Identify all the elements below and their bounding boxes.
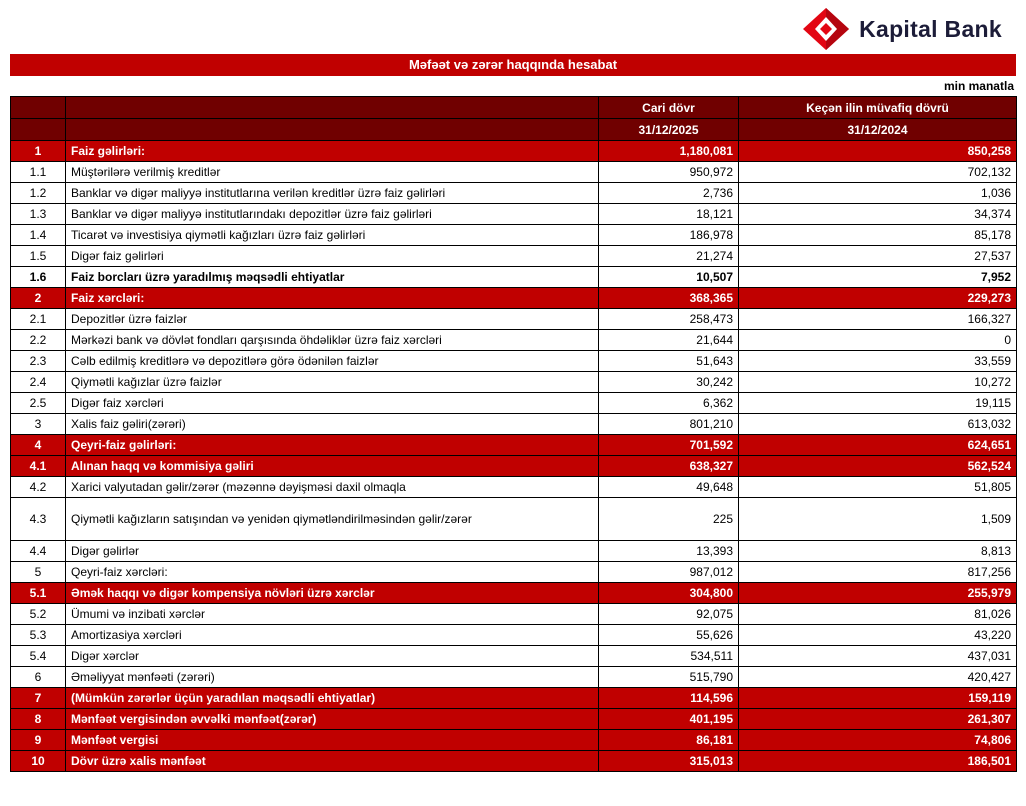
row-label-cell: Xarici valyutadan gəlir/zərər (məzənnə dəyişməsi daxil olmaqla [66, 477, 599, 498]
row-previous-value-cell: 27,537 [739, 246, 1017, 267]
row-previous-value-cell: 562,524 [739, 456, 1017, 477]
row-number-cell: 9 [11, 730, 66, 751]
row-label-cell: Depozitlər üzrə faizlər [66, 309, 599, 330]
row-previous-value-cell: 159,119 [739, 688, 1017, 709]
row-current-value-cell: 1,180,081 [599, 141, 739, 162]
row-previous-value-cell: 166,327 [739, 309, 1017, 330]
row-label-cell: Digər xərclər [66, 646, 599, 667]
row-label-cell: Digər faiz xərcləri [66, 393, 599, 414]
table-row [11, 498, 1017, 541]
row-current-value-cell: 6,362 [599, 393, 739, 414]
row-previous-value-cell: 702,132 [739, 162, 1017, 183]
row-previous-value-cell: 229,273 [739, 288, 1017, 309]
row-number-cell: 10 [11, 751, 66, 772]
row-current-value-cell: 401,195 [599, 709, 739, 730]
table-row [11, 330, 1017, 351]
table-row [11, 309, 1017, 330]
table-row [11, 541, 1017, 562]
table-row [11, 372, 1017, 393]
row-number-cell: 2 [11, 288, 66, 309]
row-number-cell: 4 [11, 435, 66, 456]
row-current-value-cell: 10,507 [599, 267, 739, 288]
row-label-cell: Qeyri-faiz gəlirləri: [66, 435, 599, 456]
row-number-cell: 2.3 [11, 351, 66, 372]
row-current-value-cell: 515,790 [599, 667, 739, 688]
row-current-value-cell: 315,013 [599, 751, 739, 772]
table-row [11, 225, 1017, 246]
row-previous-value-cell: 613,032 [739, 414, 1017, 435]
table-header-row-date [11, 119, 1017, 141]
row-number-cell: 1.4 [11, 225, 66, 246]
row-number-cell: 4.3 [11, 498, 66, 541]
row-label-cell: Cəlb edilmiş kreditlərə və depozitlərə görə ödənilən faizlər [66, 351, 599, 372]
row-current-value-cell: 258,473 [599, 309, 739, 330]
row-label-cell: Müştərilərə verilmiş kreditlər [66, 162, 599, 183]
row-previous-value-cell: 850,258 [739, 141, 1017, 162]
row-label-cell: Xalis faiz gəliri(zərəri) [66, 414, 599, 435]
row-number-cell: 5.1 [11, 583, 66, 604]
table-row [11, 604, 1017, 625]
row-current-value-cell: 638,327 [599, 456, 739, 477]
row-label-cell: Mənfəət vergisindən əvvəlki mənfəət(zərər) [66, 709, 599, 730]
row-current-value-cell: 92,075 [599, 604, 739, 625]
row-previous-value-cell: 43,220 [739, 625, 1017, 646]
row-previous-value-cell: 624,651 [739, 435, 1017, 456]
row-previous-value-cell: 74,806 [739, 730, 1017, 751]
row-current-value-cell: 21,644 [599, 330, 739, 351]
table-row [11, 667, 1017, 688]
table-row [11, 435, 1017, 456]
row-previous-value-cell: 1,509 [739, 498, 1017, 541]
row-current-value-cell: 13,393 [599, 541, 739, 562]
row-number-cell: 4.1 [11, 456, 66, 477]
row-label-cell: Banklar və digər maliyyə institutlarına verilən kreditlər üzrə faiz gəlirləri [66, 183, 599, 204]
row-current-value-cell: 114,596 [599, 688, 739, 709]
row-previous-value-cell: 1,036 [739, 183, 1017, 204]
report-title: Məfəət və zərər haqqında hesabat [10, 54, 1016, 76]
row-label-cell: Əməliyyat mənfəəti (zərəri) [66, 667, 599, 688]
table-header-row-period [11, 97, 1017, 119]
row-number-cell: 1.5 [11, 246, 66, 267]
logo-wordmark: Kapital Bank [859, 15, 1002, 42]
row-current-value-cell: 701,592 [599, 435, 739, 456]
row-number-cell: 6 [11, 667, 66, 688]
row-label-cell: Mərkəzi bank və dövlət fondları qarşısında öhdəliklər üzrə faiz xərcləri [66, 330, 599, 351]
row-label-cell: Qeyri-faiz xərcləri: [66, 562, 599, 583]
table-row [11, 351, 1017, 372]
table-row [11, 288, 1017, 309]
row-label-cell: Mənfəət vergisi [66, 730, 599, 751]
header-empty-no-2 [11, 119, 66, 141]
row-current-value-cell: 51,643 [599, 351, 739, 372]
row-label-cell: Digər gəlirlər [66, 541, 599, 562]
table-row [11, 141, 1017, 162]
table-row [11, 183, 1017, 204]
row-previous-value-cell: 437,031 [739, 646, 1017, 667]
unit-note: min manatla [943, 79, 1014, 93]
row-previous-value-cell: 261,307 [739, 709, 1017, 730]
row-previous-value-cell: 186,501 [739, 751, 1017, 772]
row-label-cell: Faiz borcları üzrə yaradılmış məqsədli ehtiyatlar [66, 267, 599, 288]
row-label-cell: Ümumi və inzibati xərclər [66, 604, 599, 625]
header-empty-label [66, 97, 599, 119]
row-label-cell: Dövr üzrə xalis mənfəət [66, 751, 599, 772]
header-empty-label-2 [66, 119, 599, 141]
kapital-bank-logo-icon [803, 8, 849, 50]
row-previous-value-cell: 51,805 [739, 477, 1017, 498]
row-current-value-cell: 55,626 [599, 625, 739, 646]
row-label-cell: Banklar və digər maliyyə institutlarındakı depozitlər üzrə faiz gəlirləri [66, 204, 599, 225]
table-row [11, 393, 1017, 414]
table-row [11, 267, 1017, 288]
table-header [11, 97, 1017, 141]
row-number-cell: 2.1 [11, 309, 66, 330]
row-current-value-cell: 950,972 [599, 162, 739, 183]
row-number-cell: 1 [11, 141, 66, 162]
table-row [11, 583, 1017, 604]
row-number-cell: 1.6 [11, 267, 66, 288]
table-row [11, 709, 1017, 730]
row-previous-value-cell: 19,115 [739, 393, 1017, 414]
table-row [11, 456, 1017, 477]
row-number-cell: 1.2 [11, 183, 66, 204]
row-previous-value-cell: 817,256 [739, 562, 1017, 583]
row-previous-value-cell: 81,026 [739, 604, 1017, 625]
row-previous-value-cell: 7,952 [739, 267, 1017, 288]
row-number-cell: 5.3 [11, 625, 66, 646]
row-current-value-cell: 86,181 [599, 730, 739, 751]
header-previous-period: Keçən ilin müvafiq dövrü [739, 97, 1017, 119]
table-body [11, 141, 1017, 772]
row-label-cell: Digər faiz gəlirləri [66, 246, 599, 267]
row-label-cell: Qiymətli kağızların satışından və yenidən qiymətləndirilməsindən gəlir/zərər [66, 498, 599, 541]
income-statement-table [10, 96, 1017, 772]
row-label-cell: (Mümkün zərərlər üçün yaradılan məqsədli ehtiyatlar) [66, 688, 599, 709]
row-number-cell: 1.1 [11, 162, 66, 183]
row-label-cell: Əmək haqqı və digər kompensiya növləri üzrə xərclər [66, 583, 599, 604]
row-previous-value-cell: 85,178 [739, 225, 1017, 246]
row-current-value-cell: 186,978 [599, 225, 739, 246]
table-row [11, 477, 1017, 498]
table-row [11, 162, 1017, 183]
row-current-value-cell: 225 [599, 498, 739, 541]
table-row [11, 246, 1017, 267]
row-previous-value-cell: 33,559 [739, 351, 1017, 372]
row-label-cell: Amortizasiya xərcləri [66, 625, 599, 646]
row-current-value-cell: 30,242 [599, 372, 739, 393]
row-current-value-cell: 18,121 [599, 204, 739, 225]
row-number-cell: 3 [11, 414, 66, 435]
row-previous-value-cell: 34,374 [739, 204, 1017, 225]
row-current-value-cell: 368,365 [599, 288, 739, 309]
row-current-value-cell: 21,274 [599, 246, 739, 267]
row-number-cell: 7 [11, 688, 66, 709]
row-number-cell: 4.4 [11, 541, 66, 562]
row-number-cell: 2.2 [11, 330, 66, 351]
row-current-value-cell: 304,800 [599, 583, 739, 604]
row-current-value-cell: 987,012 [599, 562, 739, 583]
row-previous-value-cell: 420,427 [739, 667, 1017, 688]
row-number-cell: 2.5 [11, 393, 66, 414]
table-row [11, 414, 1017, 435]
table-row [11, 730, 1017, 751]
row-label-cell: Faiz xərcləri: [66, 288, 599, 309]
row-number-cell: 5 [11, 562, 66, 583]
row-label-cell: Alınan haqq və kommisiya gəliri [66, 456, 599, 477]
header-current-date: 31/12/2025 [599, 119, 739, 141]
row-current-value-cell: 801,210 [599, 414, 739, 435]
row-current-value-cell: 2,736 [599, 183, 739, 204]
row-label-cell: Faiz gəlirləri: [66, 141, 599, 162]
table-row [11, 204, 1017, 225]
table-row [11, 625, 1017, 646]
row-number-cell: 2.4 [11, 372, 66, 393]
row-previous-value-cell: 8,813 [739, 541, 1017, 562]
row-current-value-cell: 534,511 [599, 646, 739, 667]
row-label-cell: Qiymətli kağızlar üzrə faizlər [66, 372, 599, 393]
row-label-cell: Ticarət və investisiya qiymətli kağızları üzrə faiz gəlirləri [66, 225, 599, 246]
row-number-cell: 4.2 [11, 477, 66, 498]
table-row [11, 562, 1017, 583]
row-number-cell: 5.2 [11, 604, 66, 625]
row-previous-value-cell: 10,272 [739, 372, 1017, 393]
table-row [11, 751, 1017, 772]
row-current-value-cell: 49,648 [599, 477, 739, 498]
header-empty-no [11, 97, 66, 119]
header-current-period: Cari dövr [599, 97, 739, 119]
row-number-cell: 1.3 [11, 204, 66, 225]
row-number-cell: 8 [11, 709, 66, 730]
header-previous-date: 31/12/2024 [739, 119, 1017, 141]
table-row [11, 646, 1017, 667]
row-number-cell: 5.4 [11, 646, 66, 667]
row-previous-value-cell: 0 [739, 330, 1017, 351]
table-row [11, 688, 1017, 709]
row-previous-value-cell: 255,979 [739, 583, 1017, 604]
logo [10, 6, 1016, 52]
